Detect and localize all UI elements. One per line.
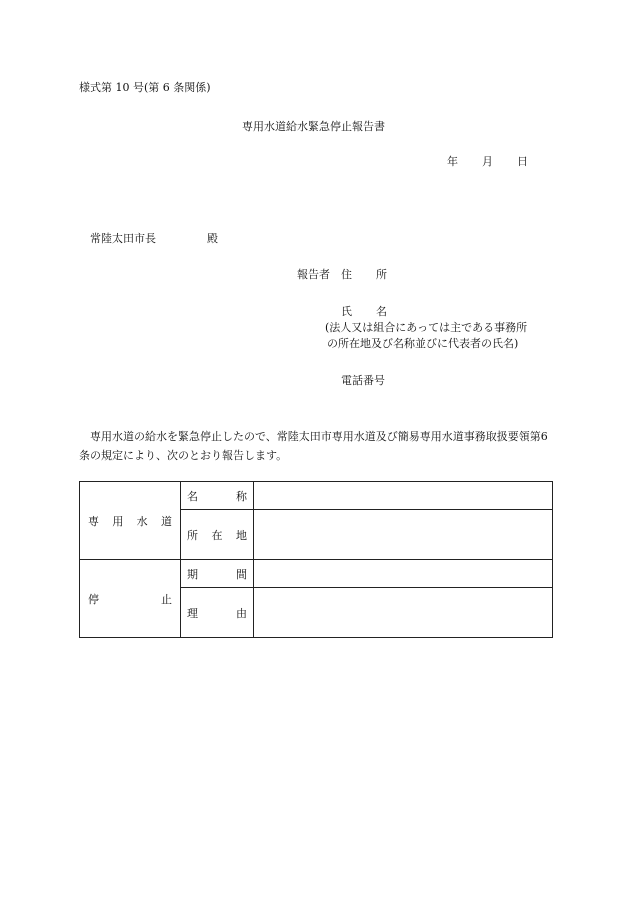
document-title: 専用水道給水緊急停止報告書	[242, 120, 385, 133]
header-stop	[80, 560, 181, 638]
header-char: 水	[136, 514, 148, 528]
header-char: 専	[88, 514, 99, 528]
label-reason	[181, 588, 254, 638]
label-char: 期	[187, 567, 198, 581]
value-period-field[interactable]	[254, 560, 553, 588]
header-char: 道	[160, 514, 172, 528]
label-location	[181, 510, 254, 560]
body-text: 専用水道の給水を緊急停止したので、常陸太田市専用水道及び簡易専用水道事務取扱要領第6条の規定により、次のとおり報告します。	[79, 430, 548, 462]
label-char: 間	[236, 567, 247, 581]
label-char: 理	[187, 606, 198, 620]
header-char: 止	[161, 592, 172, 606]
header-char: 停	[88, 592, 99, 606]
label-char: 所	[187, 528, 198, 542]
addressee-honorific: 殿	[207, 232, 218, 245]
reporter-note-line1: (法人又は組合にあっては主である事務所	[325, 321, 528, 334]
label-char: 称	[236, 489, 247, 503]
label-char: 地	[236, 528, 247, 542]
value-reason-field[interactable]	[254, 588, 553, 638]
date-day: 日	[517, 155, 528, 168]
reporter-label: 報告者	[297, 268, 330, 281]
label-char: 由	[236, 606, 247, 620]
report-table	[79, 481, 553, 638]
name-label-1: 氏	[341, 305, 352, 318]
address-label-1: 住	[341, 268, 352, 281]
label-period	[181, 560, 254, 588]
date-month: 月	[482, 155, 493, 168]
label-name	[181, 482, 254, 510]
phone-label: 電話番号	[341, 374, 385, 387]
addressee-name: 常陸太田市長	[90, 232, 156, 245]
value-name-field[interactable]	[254, 482, 553, 510]
date-year: 年	[447, 155, 458, 168]
value-location-field[interactable]	[254, 510, 553, 560]
header-char: 用	[112, 514, 124, 528]
label-char: 在	[211, 528, 223, 542]
address-label-2: 所	[376, 268, 387, 281]
reporter-note-line2: の所在地及び名称並びに代表者の氏名)	[327, 337, 519, 350]
label-char: 名	[187, 489, 198, 503]
form-number: 様式第 10 号(第 6 条関係)	[79, 81, 211, 94]
header-private-waterworks	[80, 482, 181, 560]
name-label-2: 名	[376, 305, 387, 318]
